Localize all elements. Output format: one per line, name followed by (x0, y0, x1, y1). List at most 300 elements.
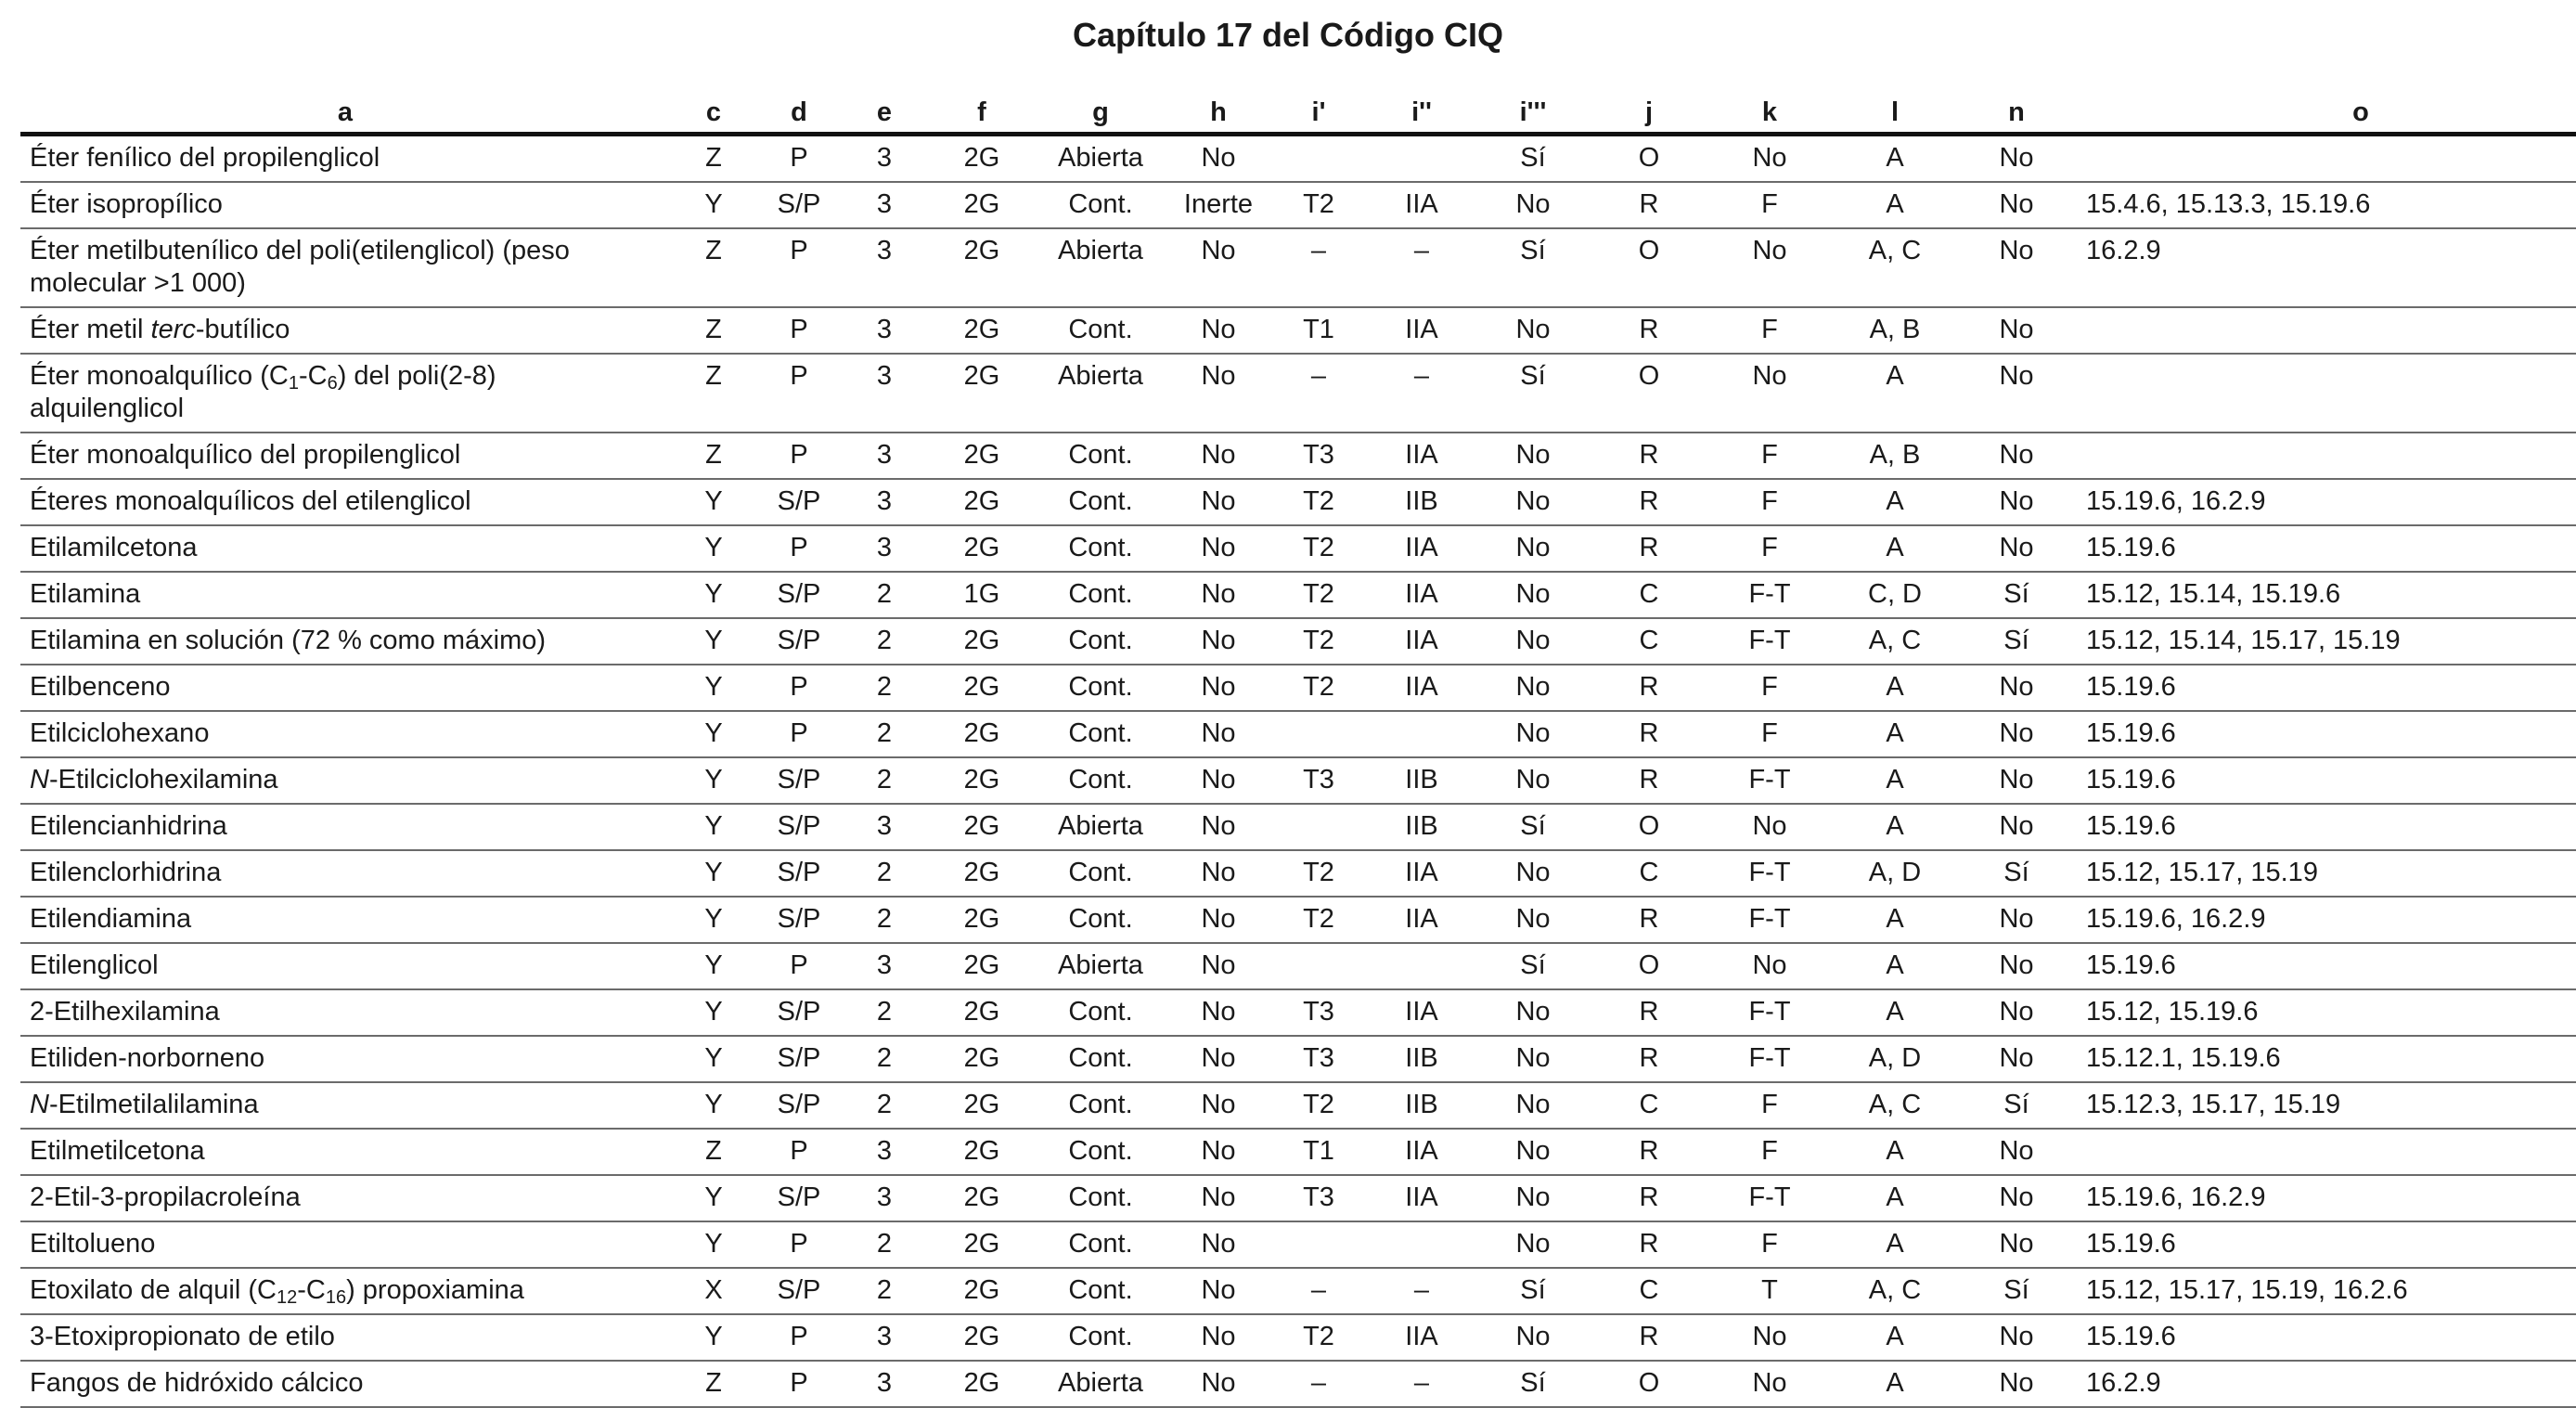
cell-k: F (1709, 182, 1830, 228)
product-name-text: Etilmetilcetona (30, 1136, 205, 1166)
cell-n: No (1960, 228, 2073, 307)
cell-l: A, C (1830, 1268, 1960, 1314)
cell-c: Y (670, 757, 757, 804)
cell-h: No (1166, 897, 1271, 943)
cell-n: Sí (1960, 572, 2073, 618)
cell-g: Cont. (1036, 572, 1166, 618)
cell-j: R (1589, 433, 1709, 479)
cell-l: A (1830, 1221, 1960, 1268)
cell-o: 16.2.9 (2073, 228, 2576, 307)
cell-i1: T1 (1271, 1129, 1366, 1175)
cell-h: Inerte (1166, 182, 1271, 228)
cell-i2: IIB (1366, 1082, 1477, 1129)
cell-i3: No (1477, 1036, 1589, 1082)
cell-f: 2G (928, 479, 1036, 525)
product-name-cell (20, 665, 670, 711)
product-name-text: 2-Etil-3-propilacroleína (30, 1182, 301, 1212)
cell-n: No (1960, 135, 2073, 183)
cell-h: No (1166, 711, 1271, 757)
cell-i3: Sí (1477, 1268, 1589, 1314)
cell-d: S/P (757, 804, 841, 850)
cell-i1 (1271, 1221, 1366, 1268)
table-row (20, 897, 2576, 943)
cell-i1: T2 (1271, 618, 1366, 665)
product-name-text: Etilencianhidrina (30, 811, 227, 841)
product-name-cell (20, 1221, 670, 1268)
cell-o (2073, 354, 2576, 433)
product-name-text: Éter fenílico del propilenglicol (30, 143, 380, 173)
cell-n: Sí (1960, 850, 2073, 897)
cell-i2: IIB (1366, 804, 1477, 850)
cell-i2: IIA (1366, 1314, 1477, 1361)
cell-c: X (670, 1268, 757, 1314)
cell-j: R (1589, 1175, 1709, 1221)
cell-e: 3 (841, 135, 928, 183)
cell-h: No (1166, 354, 1271, 433)
cell-i3: Sí (1477, 354, 1589, 433)
product-name-text: Éteres monoalquílicos del etilenglicol (30, 486, 471, 516)
cell-o (2073, 1129, 2576, 1175)
cell-d: S/P (757, 479, 841, 525)
cell-f: 2G (928, 135, 1036, 183)
cell-j: R (1589, 1036, 1709, 1082)
cell-o: 15.12, 15.14, 15.19.6 (2073, 572, 2576, 618)
table-row (20, 1314, 2576, 1361)
cell-e: 2 (841, 757, 928, 804)
table-row (20, 757, 2576, 804)
product-name-text: 12 (276, 1287, 298, 1308)
cell-o: 15.12, 15.14, 15.17, 15.19 (2073, 618, 2576, 665)
cell-e: 2 (841, 989, 928, 1036)
product-name-cell (20, 1082, 670, 1129)
cell-o: 15.12.1, 15.19.6 (2073, 1036, 2576, 1082)
cell-c: Z (670, 307, 757, 354)
cell-k: No (1709, 354, 1830, 433)
product-name-cell (20, 525, 670, 572)
cell-k: F-T (1709, 757, 1830, 804)
table-row (20, 135, 2576, 183)
product-name-text: Etilciclohexano (30, 718, 210, 748)
cell-c: Z (670, 433, 757, 479)
cell-g: Cont. (1036, 182, 1166, 228)
cell-k: No (1709, 135, 1830, 183)
cell-g: Cont. (1036, 618, 1166, 665)
cell-c: Y (670, 804, 757, 850)
product-name-text: -C (297, 1275, 326, 1305)
cell-i2: IIB (1366, 479, 1477, 525)
product-name-cell (20, 354, 670, 433)
cell-i1: – (1271, 354, 1366, 433)
cell-i1: T3 (1271, 989, 1366, 1036)
cell-e: 3 (841, 804, 928, 850)
cell-k: F (1709, 665, 1830, 711)
cell-g: Cont. (1036, 1175, 1166, 1221)
cell-f: 2G (928, 1082, 1036, 1129)
cell-j: R (1589, 1314, 1709, 1361)
cell-k: No (1709, 1314, 1830, 1361)
cell-e: 2 (841, 665, 928, 711)
cell-c: Z (670, 228, 757, 307)
cell-e: 3 (841, 1361, 928, 1407)
cell-i2: IIA (1366, 525, 1477, 572)
column-header: k (1709, 93, 1830, 135)
cell-g: Cont. (1036, 989, 1166, 1036)
product-name-cell (20, 897, 670, 943)
cell-f: 2G (928, 1129, 1036, 1175)
cell-h: No (1166, 479, 1271, 525)
cell-i2: IIA (1366, 850, 1477, 897)
cell-d: S/P (757, 757, 841, 804)
product-name-cell (20, 989, 670, 1036)
cell-i1: T3 (1271, 1175, 1366, 1221)
cell-f: 2G (928, 1268, 1036, 1314)
product-name-text: Etiliden-norborneno (30, 1043, 265, 1073)
cell-i3: No (1477, 757, 1589, 804)
column-header: a (20, 93, 670, 135)
cell-h: No (1166, 1129, 1271, 1175)
table-row (20, 354, 2576, 433)
cell-i3: Sí (1477, 943, 1589, 989)
cell-o: 15.12, 15.17, 15.19 (2073, 850, 2576, 897)
cell-j: O (1589, 228, 1709, 307)
cell-i2: IIB (1366, 1036, 1477, 1082)
product-name-text: Éter metilbutenílico del poli(etilenglicol) (peso molecular >1 000) (30, 236, 570, 298)
cell-n: No (1960, 711, 2073, 757)
cell-i2: IIA (1366, 572, 1477, 618)
cell-e: 3 (841, 354, 928, 433)
cell-g: Cont. (1036, 307, 1166, 354)
cell-i3: No (1477, 897, 1589, 943)
cell-c: Y (670, 850, 757, 897)
product-name-text: Etoxilato de alquil (C (30, 1275, 277, 1305)
cell-k: No (1709, 804, 1830, 850)
cell-d: S/P (757, 1036, 841, 1082)
cell-f: 2G (928, 1314, 1036, 1361)
product-name-text: Etilamina en solución (72 % como máximo) (30, 626, 547, 655)
cell-l: A (1830, 1175, 1960, 1221)
cell-f: 2G (928, 1036, 1036, 1082)
cell-l: A, B (1830, 307, 1960, 354)
cell-o: 15.19.6 (2073, 757, 2576, 804)
product-name-cell (20, 711, 670, 757)
cell-f: 1G (928, 572, 1036, 618)
table-row (20, 943, 2576, 989)
cell-i3: No (1477, 1082, 1589, 1129)
product-name-cell (20, 1268, 670, 1314)
cell-d: S/P (757, 989, 841, 1036)
cell-n: No (1960, 989, 2073, 1036)
cell-j: R (1589, 479, 1709, 525)
cell-i3: No (1477, 479, 1589, 525)
product-name-cell (20, 1036, 670, 1082)
cell-e: 2 (841, 572, 928, 618)
column-header: i'' (1366, 93, 1477, 135)
cell-n: No (1960, 943, 2073, 989)
cell-o: 15.19.6, 16.2.9 (2073, 479, 2576, 525)
cell-o: 16.2.9 (2073, 1361, 2576, 1407)
cell-i1: T2 (1271, 572, 1366, 618)
cell-i2: – (1366, 1361, 1477, 1407)
cell-h: No (1166, 433, 1271, 479)
cell-k: F (1709, 479, 1830, 525)
product-name-text: Etilenclorhidrina (30, 858, 222, 887)
cell-l: A (1830, 897, 1960, 943)
cell-d: P (757, 1129, 841, 1175)
cell-i2: IIA (1366, 897, 1477, 943)
cell-n: No (1960, 757, 2073, 804)
cell-h: No (1166, 804, 1271, 850)
cell-i3: No (1477, 433, 1589, 479)
cell-l: A (1830, 1314, 1960, 1361)
cell-l: A, C (1830, 1082, 1960, 1129)
cell-f: 2G (928, 1175, 1036, 1221)
table-row (20, 1036, 2576, 1082)
cell-i1: T2 (1271, 897, 1366, 943)
product-name-text: Etilbenceno (30, 672, 171, 702)
table-row (20, 804, 2576, 850)
cell-g: Cont. (1036, 1221, 1166, 1268)
cell-i3: No (1477, 1314, 1589, 1361)
cell-i2 (1366, 711, 1477, 757)
product-name-text: ) propoxiamina (346, 1275, 524, 1305)
table-row (20, 572, 2576, 618)
cell-h: No (1166, 1036, 1271, 1082)
cell-c: Y (670, 1221, 757, 1268)
cell-l: A, D (1830, 850, 1960, 897)
table-row (20, 989, 2576, 1036)
cell-i3: No (1477, 711, 1589, 757)
cell-i3: No (1477, 182, 1589, 228)
cell-i1: T2 (1271, 850, 1366, 897)
cell-i1 (1271, 943, 1366, 989)
table-row (20, 307, 2576, 354)
cell-k: F (1709, 1221, 1830, 1268)
cell-j: C (1589, 572, 1709, 618)
cell-h: No (1166, 572, 1271, 618)
cell-h: No (1166, 989, 1271, 1036)
cell-h: No (1166, 757, 1271, 804)
product-name-text: Etilenglicol (30, 950, 159, 980)
cell-j: C (1589, 1082, 1709, 1129)
product-name-text: 16 (325, 1287, 347, 1308)
cell-o: 15.12, 15.17, 15.19, 16.2.6 (2073, 1268, 2576, 1314)
cell-k: F (1709, 711, 1830, 757)
cell-c: Y (670, 665, 757, 711)
cell-i2 (1366, 135, 1477, 183)
cell-k: T (1709, 1268, 1830, 1314)
cell-n: No (1960, 307, 2073, 354)
cell-d: P (757, 307, 841, 354)
table-row (20, 1082, 2576, 1129)
cell-c: Y (670, 1036, 757, 1082)
cell-g: Abierta (1036, 1361, 1166, 1407)
cell-o (2073, 135, 2576, 183)
cell-i1: T2 (1271, 182, 1366, 228)
cell-g: Cont. (1036, 433, 1166, 479)
table-row (20, 1268, 2576, 1314)
cell-f: 2G (928, 804, 1036, 850)
cell-g: Cont. (1036, 665, 1166, 711)
product-name-cell (20, 943, 670, 989)
cell-n: No (1960, 1314, 2073, 1361)
product-name-cell (20, 182, 670, 228)
cell-c: Y (670, 1314, 757, 1361)
cell-l: A, C (1830, 228, 1960, 307)
cell-d: S/P (757, 572, 841, 618)
cell-g: Cont. (1036, 757, 1166, 804)
cell-g: Cont. (1036, 1268, 1166, 1314)
cell-i2: IIA (1366, 989, 1477, 1036)
product-name-text: Etilamina (30, 579, 141, 609)
cell-h: No (1166, 1268, 1271, 1314)
cell-i2: IIB (1366, 757, 1477, 804)
cell-i1 (1271, 711, 1366, 757)
table-row (20, 711, 2576, 757)
cell-j: C (1589, 618, 1709, 665)
product-name-text: Fangos de hidróxido cálcico (30, 1368, 364, 1398)
cell-i2: – (1366, 228, 1477, 307)
cell-d: S/P (757, 850, 841, 897)
cell-e: 3 (841, 1314, 928, 1361)
cell-o (2073, 433, 2576, 479)
cell-c: Z (670, 1129, 757, 1175)
cell-k: F-T (1709, 989, 1830, 1036)
product-name-text: Éter monoalquílico del propilenglicol (30, 440, 461, 470)
cell-l: A (1830, 354, 1960, 433)
cell-d: P (757, 525, 841, 572)
cell-j: R (1589, 307, 1709, 354)
cell-h: No (1166, 665, 1271, 711)
cell-i1: T2 (1271, 665, 1366, 711)
cell-g: Cont. (1036, 1082, 1166, 1129)
cell-f: 2G (928, 228, 1036, 307)
cell-n: No (1960, 1036, 2073, 1082)
cell-i1: T2 (1271, 479, 1366, 525)
product-name-text: -Etilciclohexilamina (48, 765, 278, 794)
cell-e: 2 (841, 711, 928, 757)
cell-i1: T3 (1271, 433, 1366, 479)
cell-c: Y (670, 989, 757, 1036)
cell-f: 2G (928, 943, 1036, 989)
table-row (20, 479, 2576, 525)
cell-f: 2G (928, 618, 1036, 665)
column-header: e (841, 93, 928, 135)
cell-c: Y (670, 711, 757, 757)
cell-i3: No (1477, 1129, 1589, 1175)
cell-i1: – (1271, 1361, 1366, 1407)
cell-o: 15.12, 15.19.6 (2073, 989, 2576, 1036)
cell-f: 2G (928, 850, 1036, 897)
product-name-cell (20, 1175, 670, 1221)
cell-l: A, B (1830, 433, 1960, 479)
product-name-cell (20, 572, 670, 618)
cell-g: Cont. (1036, 1036, 1166, 1082)
cell-k: F-T (1709, 897, 1830, 943)
cell-f: 2G (928, 182, 1036, 228)
column-header: i''' (1477, 93, 1589, 135)
cell-f: 2G (928, 307, 1036, 354)
table-header-row (20, 93, 2576, 135)
cell-l: A (1830, 479, 1960, 525)
cell-e: 3 (841, 525, 928, 572)
ciq-table (20, 93, 2576, 1408)
cell-c: Y (670, 182, 757, 228)
table-row (20, 850, 2576, 897)
cell-e: 3 (841, 1129, 928, 1175)
cell-l: A (1830, 804, 1960, 850)
cell-f: 2G (928, 1361, 1036, 1407)
cell-h: No (1166, 1361, 1271, 1407)
cell-n: No (1960, 665, 2073, 711)
cell-k: No (1709, 228, 1830, 307)
table-row (20, 525, 2576, 572)
cell-l: A (1830, 525, 1960, 572)
cell-d: S/P (757, 618, 841, 665)
cell-c: Y (670, 1175, 757, 1221)
cell-k: F (1709, 525, 1830, 572)
cell-e: 3 (841, 1175, 928, 1221)
cell-j: R (1589, 989, 1709, 1036)
cell-g: Cont. (1036, 897, 1166, 943)
column-header: j (1589, 93, 1709, 135)
cell-c: Y (670, 572, 757, 618)
cell-o: 15.4.6, 15.13.3, 15.19.6 (2073, 182, 2576, 228)
cell-c: Y (670, 897, 757, 943)
cell-i3: No (1477, 850, 1589, 897)
column-header: h (1166, 93, 1271, 135)
cell-k: F (1709, 1082, 1830, 1129)
cell-g: Abierta (1036, 228, 1166, 307)
cell-n: No (1960, 897, 2073, 943)
cell-f: 2G (928, 665, 1036, 711)
cell-i2 (1366, 1221, 1477, 1268)
cell-n: No (1960, 1175, 2073, 1221)
cell-h: No (1166, 228, 1271, 307)
cell-h: No (1166, 1175, 1271, 1221)
product-name-cell (20, 433, 670, 479)
cell-i2: – (1366, 354, 1477, 433)
cell-i2: IIA (1366, 665, 1477, 711)
cell-l: A (1830, 1361, 1960, 1407)
cell-o: 15.19.6, 16.2.9 (2073, 897, 2576, 943)
cell-g: Cont. (1036, 1129, 1166, 1175)
cell-e: 2 (841, 1221, 928, 1268)
cell-h: No (1166, 1082, 1271, 1129)
cell-h: No (1166, 943, 1271, 989)
product-name-cell (20, 479, 670, 525)
cell-i1: – (1271, 1268, 1366, 1314)
cell-l: A (1830, 665, 1960, 711)
cell-f: 2G (928, 1221, 1036, 1268)
cell-d: P (757, 433, 841, 479)
cell-o: 15.19.6 (2073, 1314, 2576, 1361)
cell-i3: Sí (1477, 135, 1589, 183)
cell-o: 15.19.6 (2073, 943, 2576, 989)
cell-g: Cont. (1036, 711, 1166, 757)
cell-i3: Sí (1477, 228, 1589, 307)
cell-j: C (1589, 850, 1709, 897)
product-name-text: Etiltolueno (30, 1229, 156, 1259)
table-row (20, 433, 2576, 479)
cell-n: Sí (1960, 1268, 2073, 1314)
cell-j: R (1589, 525, 1709, 572)
cell-d: S/P (757, 1175, 841, 1221)
table-row (20, 618, 2576, 665)
cell-n: No (1960, 1129, 2073, 1175)
cell-i3: Sí (1477, 804, 1589, 850)
cell-c: Z (670, 354, 757, 433)
cell-f: 2G (928, 897, 1036, 943)
